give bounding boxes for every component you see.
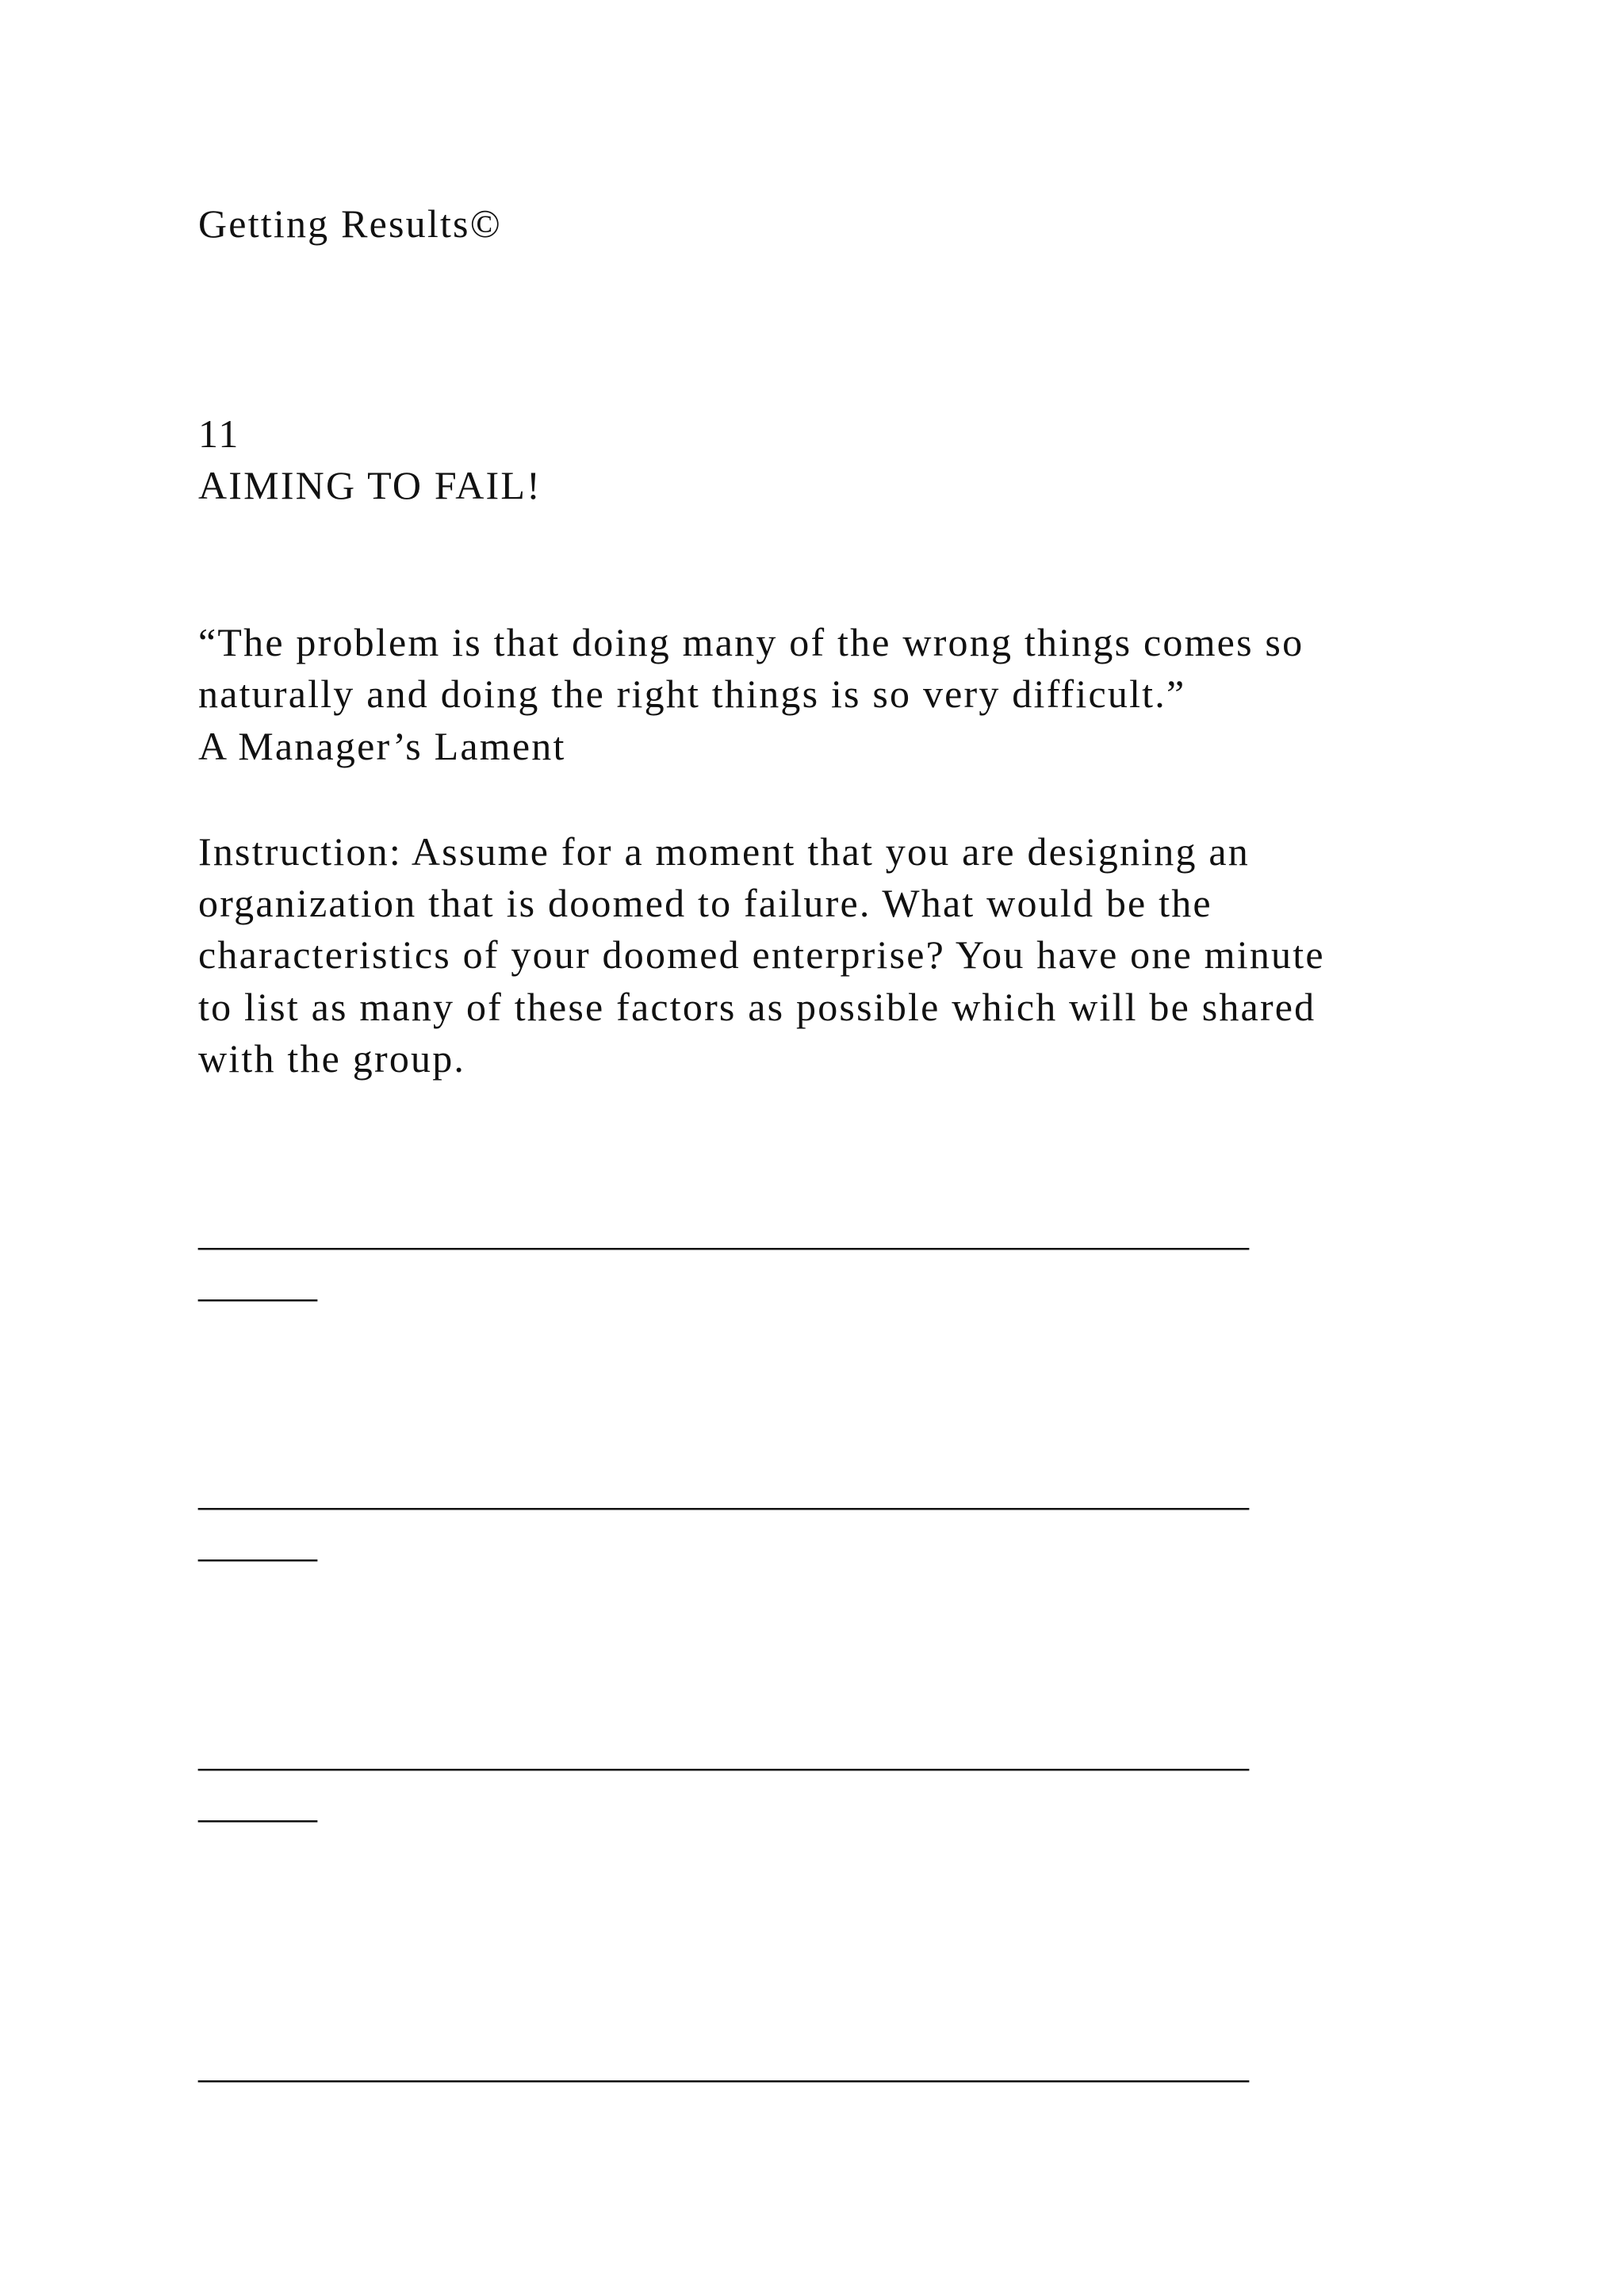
instruction-line-5: with the group.: [198, 1036, 466, 1081]
instruction-line-2: organization that is doomed to failure. What would be the: [198, 881, 1212, 925]
quote-attribution: A Manager’s Lament: [198, 724, 566, 768]
instruction-line-1: Instruction: Assume for a moment that you are designing an: [198, 829, 1250, 874]
answer-line-4: _____________________________________________________: [198, 2042, 1249, 2086]
answer-line-2-tail: ______: [198, 1521, 317, 1565]
section-heading: AIMING TO FAIL!: [198, 463, 542, 507]
document-title: Getting Results©: [198, 201, 502, 246]
quote-line-1: “The problem is that doing many of the wrong things comes so: [198, 620, 1304, 664]
instruction-line-4: to list as many of these factors as possible which will be shared: [198, 985, 1316, 1029]
answer-line-3: _____________________________________________________: [198, 1730, 1249, 1774]
answer-line-3-tail: ______: [198, 1781, 317, 1826]
answer-line-2: _____________________________________________________: [198, 1469, 1249, 1513]
answer-line-1-tail: ______: [198, 1261, 317, 1305]
section-number: 11: [198, 411, 240, 456]
quote-line-2: naturally and doing the right things is so very difficult.”: [198, 672, 1186, 716]
instruction-line-3: characteristics of your doomed enterprise? You have one minute: [198, 932, 1325, 977]
answer-line-1: _____________________________________________________: [198, 1209, 1249, 1253]
